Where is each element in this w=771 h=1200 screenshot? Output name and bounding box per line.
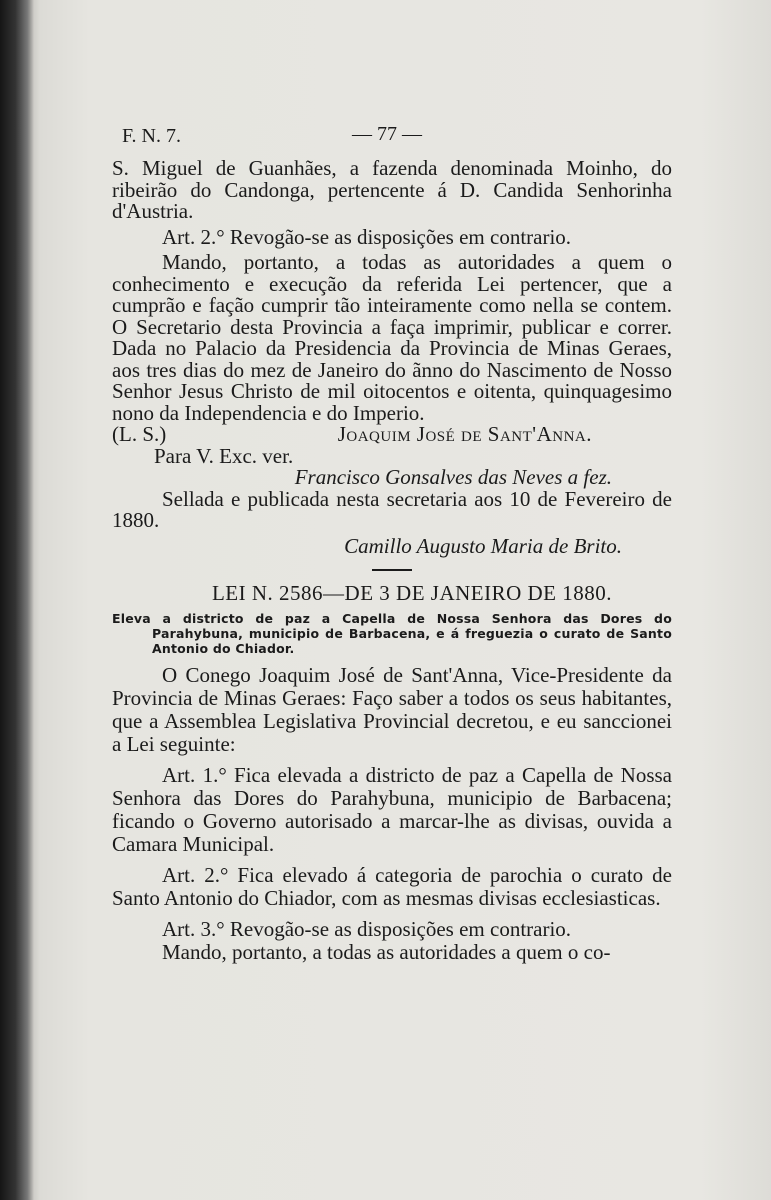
seal-signature-line (112, 424, 672, 446)
article-2-revocation: Art. 2.° Revogão-se as disposições em contrario. (162, 224, 572, 249)
law-article-2: Art. 2.° Fica elevado á categoria de parochia o curato de Santo Antonio do Chiador, com as mesmas divisas ecclesiasticas. (112, 862, 672, 910)
para-v-exc: Para V. Exc. ver. (154, 443, 294, 468)
law-article-1: Art. 1.° Fica elevada a districto de paz a Capella de Nossa Senhora das Dores do Parahybuna, municipio de Barbacena; ficando o Governo autorisado a marcar-lhe as divisas, ouvida a Camara Municipal. (112, 762, 672, 856)
signature-code: F. N. 7. (122, 125, 181, 147)
law-mando-start: Mando, portanto, a todas as autoridades a quem o co- (162, 939, 611, 964)
made-by-line: Francisco Gonsalves das Neves a fez. (294, 465, 612, 489)
law-title: LEI N. 2586—DE 3 DE JANEIRO DE 1880. (211, 581, 613, 605)
page-header (112, 120, 672, 158)
sellada-paragraph: Sellada e publicada nesta secretaria aos 10 de Fevereiro de 1880. (112, 486, 672, 532)
mando-paragraph: Mando, portanto, a todas as autoridades a quem o conhecimento e execução da referida Lei pertencer, que a cumprão e fação cumprir tão inteiramente como nella se contem. O Secretario desta Provincia a faça imprimir, publicar e correr. Dada no Palacio da Presidencia da Provincia de Minas Geraes, aos tres dias do mez de Janeiro do ãnno do Nascimento de Nosso Senhor Jesus Christo de mil oitocentos e oitenta, quinquagesimo nono da Independencia e do Imperio. (112, 250, 672, 425)
page-text (112, 120, 672, 964)
page-number: — 77 — (352, 123, 422, 145)
law-summary: Eleva a districto de paz a Capella de Nossa Senhora das Dores do Parahybuna, municipio de Barbacena, e á freguezia o curato de Santo Antonio do Chiador. (112, 610, 672, 656)
law-preamble: O Conego Joaquim José de Sant'Anna, Vice-Presidente da Provincia de Minas Geraes: Faço saber a todos os seus habitantes, que a Assemblea Legislativa Provincial decretou, e eu sanccionei a Lei seguinte: (112, 662, 672, 756)
secretary-signature: Camillo Augusto Maria de Brito. (344, 533, 622, 558)
law-article-3: Art. 3.° Revogão-se as disposições em contrario. (162, 916, 572, 941)
section-divider (372, 569, 412, 571)
signatory-name: Joaquim José de Sant'Anna. (337, 422, 592, 446)
book-spine-shadow (0, 0, 34, 1200)
continuation-paragraph: S. Miguel de Guanhães, a fazenda denominada Moinho, do ribeirão do Candonga, pertencente á D. Candida Senhorinha d'Austria. (112, 156, 672, 223)
seal-mark: (L. S.) (112, 422, 167, 446)
